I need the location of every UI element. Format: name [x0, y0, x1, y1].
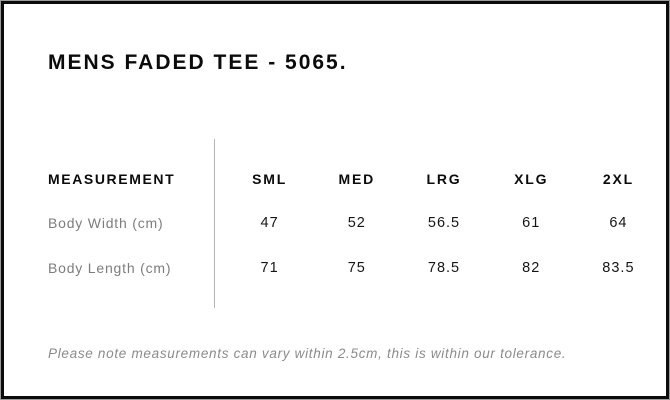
table-row-body-width — [48, 200, 662, 246]
table-row-body-length — [48, 245, 662, 291]
body-width-lrg: 56.5 — [427, 215, 461, 231]
table-header-row — [48, 156, 662, 202]
column-header-sml: SML — [252, 171, 288, 187]
column-header-measurement: MEASUREMENT — [48, 171, 176, 187]
body-length-sml: 71 — [260, 260, 279, 276]
body-width-med: 52 — [347, 215, 366, 231]
body-length-lrg: 78.5 — [427, 260, 461, 276]
body-length-2xl: 83.5 — [602, 260, 635, 276]
column-header-med: MED — [338, 171, 376, 187]
body-length-med: 75 — [347, 260, 366, 276]
body-length-xlg: 82 — [522, 260, 541, 276]
page-title: MENS FADED TEE - 5065. — [48, 51, 348, 74]
row-label-body-width: Body Width (cm) — [48, 215, 164, 231]
column-header-xlg: XLG — [514, 171, 549, 187]
body-width-2xl: 64 — [609, 215, 628, 231]
column-header-2xl: 2XL — [602, 171, 634, 187]
row-label-body-length: Body Length (cm) — [48, 260, 172, 276]
column-header-lrg: LRG — [426, 171, 462, 187]
body-width-sml: 47 — [260, 215, 279, 231]
body-width-xlg: 61 — [522, 215, 541, 231]
tolerance-note: Please note measurements can vary within 2.5cm, this is within our tolerance. — [48, 346, 567, 361]
size-chart-card — [1, 1, 669, 399]
